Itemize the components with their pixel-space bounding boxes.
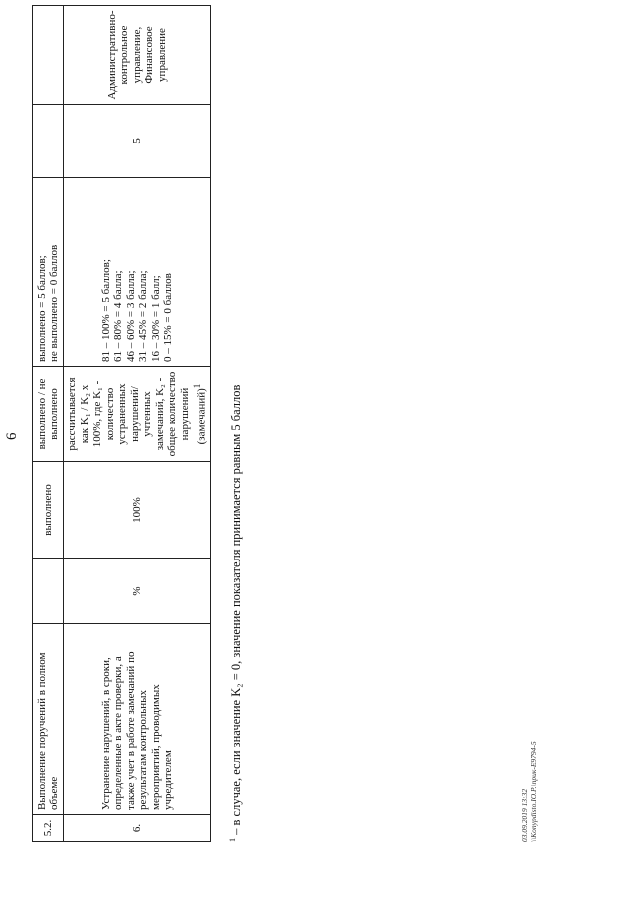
page-number: 6 (4, 432, 20, 440)
table-row (64, 6, 211, 842)
criterion-method-cell (64, 367, 211, 462)
footnote-text: – в случае, если значение K₂ = 0, значение показателя принимается равным 5 баллов (229, 384, 244, 835)
stamp-date: 03.09.2019 13:32 (520, 788, 529, 842)
criterion-unit: % (64, 559, 211, 624)
criterion-scale: выполнено = 5 баллов; не выполнено = 0 баллов (33, 178, 64, 367)
criterion-unit (33, 559, 64, 624)
criterion-method: рассчитывается как K₁ / K₂ x 100%, где K₁ - количество устраненных нарушений/ учтенных замечаний, K₂ - общее количество нарушений (замечаний) (66, 371, 208, 457)
criterion-weight: 5 (64, 105, 211, 178)
criterion-scale: 81 – 100% = 5 баллов; 61 – 80% = 4 балла; 46 – 60% = 3 балла; 31 – 45% = 2 балла; 16 – 30% = 1 балл; 0 – 15% = 0 баллов (64, 178, 211, 367)
footnote-ref: 1 (192, 383, 202, 389)
criterion-target: выполнено (33, 462, 64, 559)
row-number: 5.2. (33, 815, 64, 842)
file-stamp (520, 741, 538, 842)
criteria-table (32, 5, 211, 842)
criterion-description: Выполнение поручений в полном объеме (33, 624, 64, 815)
criterion-description: Устранение нарушений, в сроки, определенные в акте проверки, а также учет в работе замечаний по результатам контрольных мероприятий, проводимых учредителем (64, 624, 211, 815)
criterion-responsible (33, 6, 64, 105)
stamp-path: \\Konypdisto.IO.P.\npuк-E9794-5 (529, 741, 538, 842)
criterion-method: выполнено / не выполнено (33, 367, 64, 462)
footnote (228, 385, 244, 842)
criterion-target: 100% (64, 462, 211, 559)
row-number: 6. (64, 815, 211, 842)
criterion-responsible: Административно-контрольное управление, Финансовое управление (64, 6, 211, 105)
table-row (33, 6, 64, 842)
footnote-marker: 1 (228, 838, 237, 842)
criterion-weight (33, 105, 64, 178)
